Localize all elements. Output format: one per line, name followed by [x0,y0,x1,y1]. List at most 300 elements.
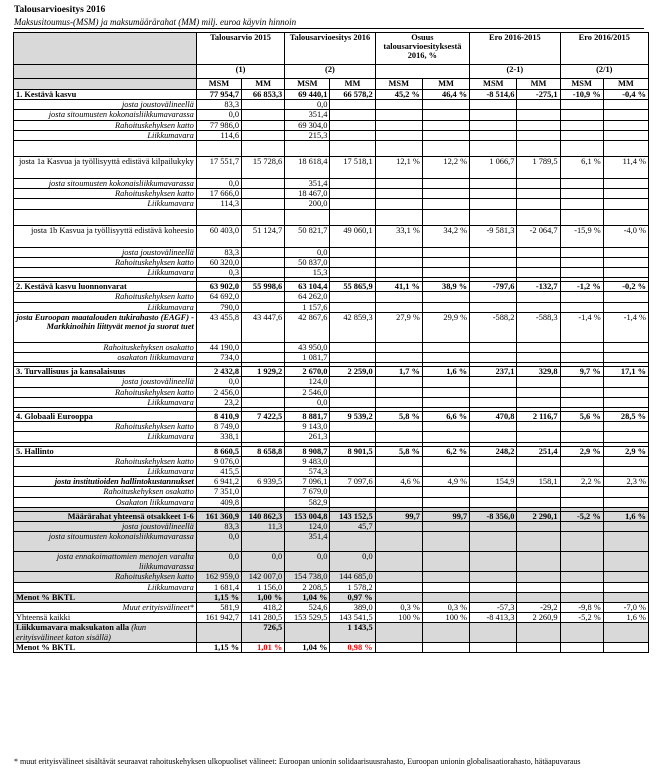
row-label-note: (kun erityisvälineet katon sisällä) [16,623,147,642]
value-cell: 1 578,2 [330,582,375,592]
value-cell: 0,0 [242,552,285,572]
value-cell: 0,0 [196,532,241,552]
spacer-cell [242,209,285,225]
value-cell [375,432,422,442]
row-label [14,412,197,422]
value-cell [422,532,469,552]
value-cell: 351,4 [285,532,330,552]
value-cell: 141 280,5 [242,613,285,623]
table-row [14,397,649,407]
value-cell [560,199,603,209]
value-cell [517,268,560,278]
row-label-text: Liikkumavara maksukaton alla [16,623,130,633]
value-cell [603,467,648,477]
row-label [14,467,197,477]
header-mm: MM [330,79,375,90]
table-row [14,268,649,278]
value-cell [470,100,517,110]
value-cell [517,179,560,189]
table-row [14,592,649,602]
value-cell: 9 539,2 [330,412,375,422]
table-row [14,100,649,110]
value-cell [422,189,469,199]
row-label-text: josta joustovälineellä [121,100,194,110]
value-cell [603,179,648,189]
row-label [14,157,197,179]
row-label [14,613,197,623]
value-cell [330,456,375,466]
value-cell [603,487,648,497]
row-label-text: josta joustovälineellä [121,247,194,257]
value-cell: 1,6 % [603,511,648,521]
value-cell: -9 581,3 [470,225,517,247]
row-label [14,302,197,312]
value-cell [242,292,285,302]
value-cell: 66 578,2 [330,90,375,100]
budget-table [13,32,649,653]
value-cell: 83,3 [196,247,241,257]
value-cell [603,130,648,140]
row-label-text: josta sitoumusten kokonaisliikkumavarassa [48,179,194,189]
value-cell [375,302,422,312]
value-cell: 153 004,8 [285,511,330,521]
value-cell [375,456,422,466]
value-cell [470,120,517,130]
spacer-cell [517,141,560,157]
value-cell [603,292,648,302]
header-msm: MSM [470,79,517,90]
spacer-cell [375,209,422,225]
value-cell: -8 413,3 [470,613,517,623]
value-cell [422,353,469,363]
value-cell: -797,6 [470,282,517,292]
value-cell: 69 304,0 [285,120,330,130]
header-msm: MSM [285,79,330,90]
value-cell: 6,1 % [560,157,603,179]
row-label-text: osakaton liikkumavara [117,353,194,363]
value-cell [470,397,517,407]
value-cell [517,432,560,442]
value-cell [470,110,517,120]
value-cell: 15,3 [285,268,330,278]
value-cell: 18 618,4 [285,157,330,179]
value-cell [330,422,375,432]
value-cell [375,292,422,302]
row-label [14,446,197,456]
value-cell [422,497,469,507]
value-cell [603,422,648,432]
table-row [14,157,649,179]
spacer-cell [14,141,197,157]
value-cell [242,397,285,407]
row-label-text: josta ennakoimattomien menojen varalta liikkumavarassa [56,552,194,571]
row-label-text: Rahoituskehyksen katto [115,120,194,130]
value-cell: 726,5 [242,623,285,642]
value-cell [517,552,560,572]
value-cell [517,456,560,466]
value-cell [603,397,648,407]
header-n-blank [375,65,470,79]
value-cell [517,497,560,507]
value-cell [330,110,375,120]
value-cell: 144 685,0 [330,572,375,582]
value-cell [603,582,648,592]
row-label [14,353,197,363]
value-cell [517,532,560,552]
value-cell [517,342,560,352]
row-label [14,642,197,652]
value-cell: 0,0 [285,100,330,110]
value-cell [560,642,603,652]
row-label-text: Liikkumavara [147,302,194,312]
value-cell [375,487,422,497]
row-label-text: Rahoituskehyksen katto [115,422,194,432]
value-cell: -1,4 % [560,312,603,342]
value-cell: 2 116,7 [517,412,560,422]
value-cell [330,100,375,110]
value-cell [375,377,422,387]
value-cell [603,552,648,572]
value-cell [242,497,285,507]
table-row [14,602,649,612]
value-cell: 0,0 [196,552,241,572]
row-label-text: Muut erityisvälineet* [122,602,194,612]
value-cell: 0,0 [330,552,375,572]
value-cell [560,110,603,120]
value-cell [330,432,375,442]
header-c1: Talousarvio 2015 [196,33,284,65]
value-cell [470,387,517,397]
value-cell [517,120,560,130]
value-cell: 51 124,7 [242,225,285,247]
header-mm: MM [422,79,469,90]
value-cell: 140 862,3 [242,511,285,521]
row-label-text: Rahoituskehyksen katto [115,292,194,302]
value-cell [470,552,517,572]
value-cell: -1,4 % [603,312,648,342]
value-cell [517,642,560,652]
value-cell: 45,7 [330,522,375,532]
value-cell: 1 681,4 [196,582,241,592]
row-label [14,225,197,247]
value-cell [242,353,285,363]
row-label [14,312,197,342]
value-cell: 46,4 % [422,90,469,100]
value-cell [375,100,422,110]
row-label [14,432,197,442]
value-cell [422,422,469,432]
spacer-cell [242,141,285,157]
value-cell: 6 939,5 [242,477,285,487]
value-cell [517,100,560,110]
value-cell: 2 546,0 [285,387,330,397]
value-cell [470,642,517,652]
value-cell [242,487,285,497]
value-cell: 0,0 [285,247,330,257]
value-cell [375,497,422,507]
value-cell [330,268,375,278]
value-cell [560,522,603,532]
value-cell: 77 954,7 [196,90,241,100]
value-cell [560,487,603,497]
table-row [14,572,649,582]
value-cell [560,247,603,257]
value-cell [470,292,517,302]
row-label [14,377,197,387]
value-cell: 41,1 % [375,282,422,292]
value-cell: 114,6 [196,130,241,140]
value-cell [470,199,517,209]
header-blank [14,65,197,79]
value-cell: 1 156,0 [242,582,285,592]
value-cell: 4,9 % [422,477,469,487]
table-row [14,477,649,487]
value-cell [470,247,517,257]
value-cell: 55 865,9 [330,282,375,292]
value-cell [285,623,330,642]
value-cell [422,247,469,257]
spacer-cell [330,209,375,225]
spacer-cell [603,141,648,157]
value-cell: 8 901,5 [330,446,375,456]
value-cell: 100 % [375,613,422,623]
row-label [14,497,197,507]
value-cell [603,302,648,312]
value-cell [375,110,422,120]
value-cell [375,247,422,257]
value-cell: 2 208,5 [285,582,330,592]
value-cell [422,342,469,352]
spacer-cell [14,209,197,225]
value-cell: 0,0 [196,110,241,120]
value-cell: 524,6 [285,602,330,612]
value-cell [375,387,422,397]
value-cell: 8 908,7 [285,446,330,456]
value-cell: 33,1 % [375,225,422,247]
value-cell [603,642,648,652]
header-msm: MSM [196,79,241,90]
table-row [14,623,649,642]
value-cell [517,257,560,267]
spacer-cell [560,209,603,225]
value-cell: -57,3 [470,602,517,612]
value-cell: 124,0 [285,377,330,387]
header-n4: (2/1) [560,65,648,79]
value-cell [330,199,375,209]
row-label [14,100,197,110]
table-row [14,110,649,120]
row-label [14,342,197,352]
value-cell [560,467,603,477]
value-cell [470,377,517,387]
value-cell [242,100,285,110]
value-cell [603,120,648,130]
table-row [14,353,649,363]
value-cell: 154 738,0 [285,572,330,582]
value-cell: 100 % [422,613,469,623]
value-cell [422,582,469,592]
spacer-cell [285,209,330,225]
value-cell [560,353,603,363]
row-label [14,199,197,209]
value-cell: 114,3 [196,199,241,209]
value-cell: 2 432,8 [196,367,241,377]
value-cell [470,623,517,642]
value-cell: 83,3 [196,522,241,532]
row-label-text: josta Euroopan maatalouden tukirahasto (EAGF) - Markkinoihin liittyvät menot ja suorat tuet [16,312,194,332]
table-row [14,225,649,247]
value-cell [560,120,603,130]
value-cell [330,130,375,140]
row-label-text: Liikkumavara [147,397,194,407]
table-row [14,367,649,377]
value-cell: 1 789,5 [517,157,560,179]
table-row [14,292,649,302]
spacer-cell [375,141,422,157]
table-row [14,130,649,140]
value-cell [517,623,560,642]
value-cell: 162 959,0 [196,572,241,582]
value-cell: 69 440,1 [285,90,330,100]
value-cell [470,189,517,199]
value-cell: 8 881,7 [285,412,330,422]
value-cell [375,257,422,267]
row-label [14,268,197,278]
spacer-cell [560,141,603,157]
value-cell [517,302,560,312]
value-cell: 7 422,5 [242,412,285,422]
header-c5: Ero 2016/2015 [560,33,648,65]
value-cell [375,582,422,592]
value-cell: -5,2 % [560,511,603,521]
value-cell: 77 986,0 [196,120,241,130]
value-cell [603,110,648,120]
value-cell [242,302,285,312]
table-row [14,511,649,521]
row-label [14,387,197,397]
value-cell [470,572,517,582]
value-cell [375,199,422,209]
value-cell: 0,97 % [330,592,375,602]
value-cell: -15,9 % [560,225,603,247]
value-cell: 158,1 [517,477,560,487]
value-cell [242,268,285,278]
value-cell: -0,4 % [603,90,648,100]
value-cell [603,353,648,363]
row-label-text: Menot % BKTL [16,592,76,602]
value-cell [242,130,285,140]
value-cell: 28,5 % [603,412,648,422]
value-cell: 43 455,8 [196,312,241,342]
value-cell [470,353,517,363]
value-cell [330,497,375,507]
value-cell: 0,0 [285,552,330,572]
header-msm: MSM [375,79,422,90]
value-cell: -4,0 % [603,225,648,247]
row-label-text: Liikkumavara [147,130,194,140]
value-cell [560,342,603,352]
value-cell [330,257,375,267]
value-cell [560,377,603,387]
value-cell: 38,9 % [422,282,469,292]
row-label-text: 5. Hallinto [16,446,54,456]
value-cell [242,247,285,257]
value-cell [560,100,603,110]
value-cell: 11,4 % [603,157,648,179]
value-cell: -588,2 [470,312,517,342]
value-cell: -9,8 % [560,602,603,612]
value-cell [330,467,375,477]
value-cell: 5,6 % [560,412,603,422]
value-cell: 7 096,1 [285,477,330,487]
value-cell: 237,1 [470,367,517,377]
value-cell [375,552,422,572]
row-label-text: Rahoituskehyksen osakatto [103,342,194,352]
row-label [14,552,197,572]
value-cell: 64 692,0 [196,292,241,302]
table-row [14,312,649,342]
value-cell [517,487,560,497]
row-label-text: Yhteensä kaikki [16,613,71,623]
row-label [14,110,197,120]
value-cell: 1,00 % [242,592,285,602]
row-label [14,487,197,497]
row-label [14,532,197,552]
value-cell: 8 749,0 [196,422,241,432]
table-row [14,497,649,507]
value-cell [242,532,285,552]
table-row [14,90,649,100]
value-cell: -1,2 % [560,282,603,292]
table-row [14,522,649,532]
value-cell: 9 143,0 [285,422,330,432]
value-cell [470,467,517,477]
value-cell: -29,2 [517,602,560,612]
value-cell: 329,8 [517,367,560,377]
value-cell [422,642,469,652]
row-label-text: josta joustovälineellä [121,377,194,387]
value-cell: 389,0 [330,602,375,612]
value-cell [560,552,603,572]
row-label-text: Liikkumavara [147,582,194,592]
value-cell [330,247,375,257]
value-cell: -588,3 [517,312,560,342]
row-label [14,522,197,532]
header-blank [14,33,197,65]
value-cell: 1 929,2 [242,367,285,377]
row-label-text: Rahoituskehyksen katto [115,189,194,199]
value-cell [242,342,285,352]
value-cell: 5,8 % [375,412,422,422]
value-cell [242,422,285,432]
value-cell: 1,6 % [422,367,469,377]
row-label-text: 4. Globaali Eurooppa [16,412,93,422]
value-cell: 0,3 % [422,602,469,612]
value-cell [517,353,560,363]
value-cell [242,189,285,199]
value-cell [560,257,603,267]
value-cell: 7 679,0 [285,487,330,497]
value-cell: 60 320,0 [196,257,241,267]
value-cell [422,522,469,532]
value-cell [560,268,603,278]
value-cell: 63 104,4 [285,282,330,292]
value-cell: 8 410,9 [196,412,241,422]
row-label-text: josta institutioiden hallintokustannukset [54,477,194,487]
row-label-text: josta 1b Kasvua ja työllisyyttä edistävä koheesio [31,225,194,235]
value-cell: 15 728,6 [242,157,285,179]
value-cell [560,130,603,140]
